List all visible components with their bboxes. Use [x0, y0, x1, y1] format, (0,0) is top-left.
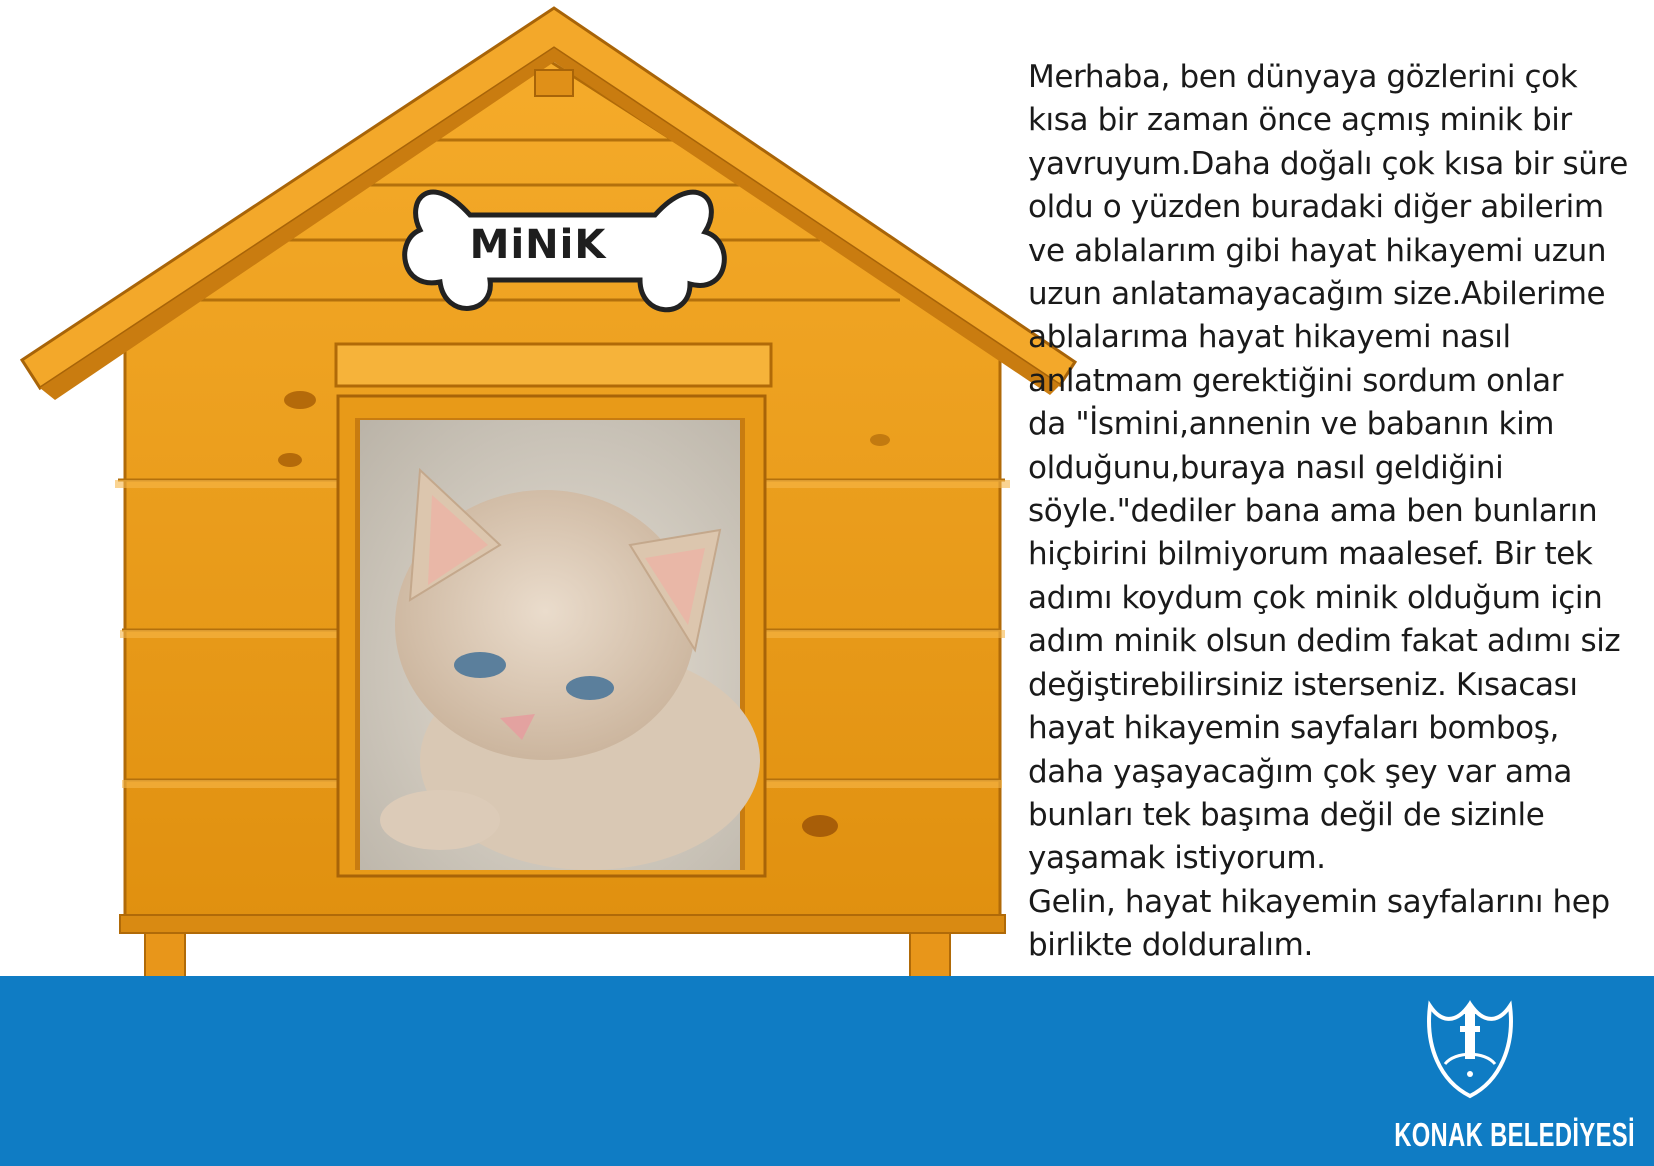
name-tag-text: MiNiK: [469, 222, 607, 268]
door-awning: [336, 344, 771, 386]
story-text-block: [1028, 56, 1628, 968]
konak-municipality-emblem: [1420, 986, 1520, 1101]
house-leg-right: [910, 930, 950, 978]
kitten-photo: [360, 420, 760, 870]
story-paragraph: Merhaba, ben dünyaya gözlerini çok kısa bir zaman önce açmış minik bir yavruyum.Daha doğalı çok kısa bir süre oldu o yüzden buradaki diğer abilerim ve ablalarım gibi hayat hikayemi uzun uzun anlatamayacağım size.Abilerime ablalarıma hayat hikayemi nasıl anlatmam gerektiğini sordum onlar da "İsmini,annenin ve babanın kim olduğunu,buraya nasıl geldiğini söyle."dediler bana ama ben bunların hiçbirini bilmiyorum maalesef. Bir tek adımı koydum çok minik olduğum için adım minik olsun dedim fakat adımı siz değiştirebilirsiniz isterseniz. Kısacası hayat hikayemin sayfaları bomboş, daha yaşayacağım çok şey var ama bunları tek başıma değil de sizinle yaşamak istiyorum. Gelin, hayat hikayemin sayfalarını hep birlikte dolduralım.: [1028, 59, 1628, 964]
house-base: [120, 915, 1005, 933]
footer-brand-text: KONAK BELEDİYESİ: [1394, 1116, 1635, 1153]
house-leg-left: [145, 930, 185, 978]
